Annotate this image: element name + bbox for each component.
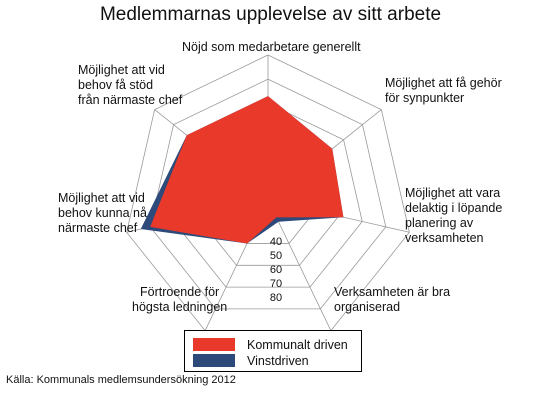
series-area-kommunalt-driven [150,96,343,243]
axis-label-fortroende: Förtroende för högsta ledningen [132,285,228,314]
axis-label-delaktig: Möjlighet att vara delaktig i löpande planering av verksamheten [405,186,503,245]
legend-label-vinst: Vinstdriven [247,354,309,368]
tick-label: 60 [269,264,283,276]
tick-label: 80 [269,292,283,304]
chart-title: Medlemmarnas upplevelse av sitt arbete [99,4,442,25]
tick-label: 50 [269,250,283,262]
tick-label: 70 [269,278,283,290]
tick-label: 40 [269,236,283,248]
legend-swatch-vinst [193,354,235,367]
axis-label-organiserad: Verksamheten är bra organiserad [334,285,451,314]
radar-series [141,96,344,243]
legend [184,330,362,372]
axis-label-nojd: Nöjd som medarbetare generellt [182,40,361,54]
radial-ticks [270,236,282,304]
axis-label-gehor: Möjlighet att få gehör för synpunkter [385,76,502,105]
axis-label-stod-chef: Möjlighet att vid behov få stöd från närmaste chef [78,63,183,107]
axis-label-na-chef: Möjlighet att vid behov kunna nå närmaste chef [58,191,147,235]
legend-swatch-kommunalt [193,338,235,351]
legend-label-kommunalt: Kommunalt driven [247,338,348,352]
source-note: Källa: Kommunals medlemsundersökning 2012 [6,374,236,386]
